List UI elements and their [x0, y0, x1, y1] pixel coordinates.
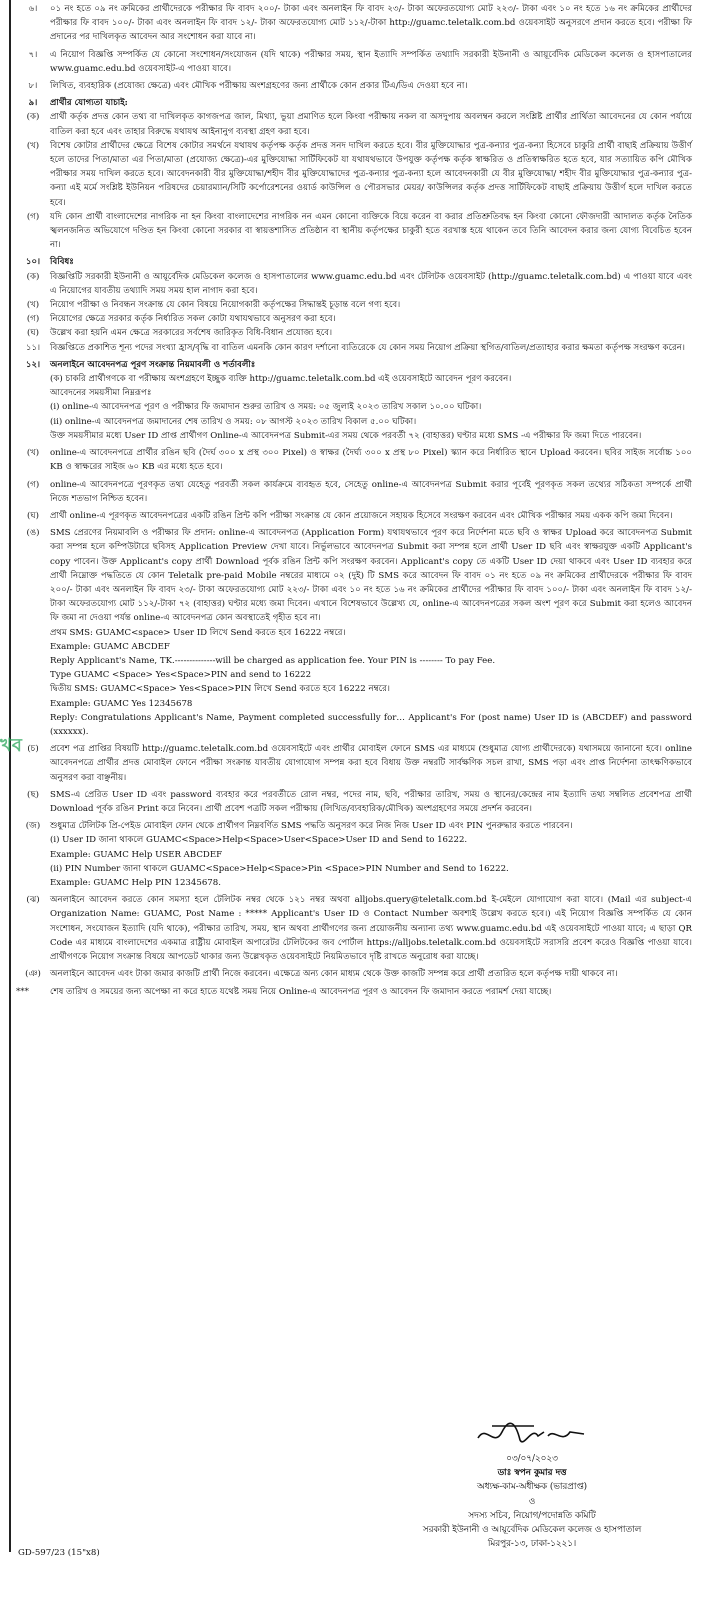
sub-text: প্রবেশ পত্র প্রাপ্তির বিষয়টি http://guamc.teletalk.com.bd ওয়েবসাইটে এবং প্রার্থীর মোবাইল ফোনে SMS এর মাধ্যমে (শুধুমাত্র যোগ্য প্রার্থীদেরকে) যথাসময়ে জানানো হবে। online আবেদনপত্রে প্রার্থীর প্রদত্ত মোবাইল ফোনে পরীক্ষা সংক্রান্ত যাবতীয় যোগাযোগ সম্পন্ন করা হবে বিধায় উক্ত নম্বরটি সার্বক্ষণিক সচল রাখা, SMS পড়া এবং প্রাপ্ত নির্দেশনা তাৎক্ষণিকভাবে অনুসরণ করা বাঞ্ছনীয়।: [50, 744, 692, 783]
sub-label: (চ): [27, 744, 39, 755]
sub-text: অনলাইনে আবেদন এবং টাকা জমার কাজটি প্রার্থী নিজে করবেন। এক্ষেত্রে অন্য কোন মাধ্যম থেকে উক্ত কাজটি সম্পন্ন করে প্রার্থী প্রতারিত হলে কর্তৃপক্ষ দায়ী থাকবে না।: [50, 969, 618, 980]
watermark-logo: খব: [0, 735, 22, 756]
section-text: বিজ্ঞপ্তিতে প্রকাশিত শূন্য পদের সংখ্যা হ্রাস/বৃদ্ধি বা বাতিল এমনকি কোন কারণ দর্শানো ব্যতিরেকে যে কোন সময় নিয়োগ প্রক্রিয়া স্থগিত/বাতিল/প্রত্যাহার করার ক্ষমতা কর্তৃপক্ষ সংরক্ষণ করেন।: [50, 342, 685, 353]
gd-code: GD-597/23 (15"x8): [18, 1548, 100, 1558]
recovery-line: (i) User ID জানা থাকলে GUAMC<Space>Help<Space>User<Space>User ID and Send to 16222.: [50, 835, 468, 846]
sub-text: online-এ আবেদনপত্রে প্রার্থীর রঙিন ছবি (দৈর্ঘ ৩০০ x প্রস্থ ৩০০ Pixel) ও স্বাক্ষর (দৈর্ঘ্য ৩০০ x প্রস্থ ৮০ Pixel) স্ক্যান করে নির্ধারিত স্থানে Upload করবেন। ছবির সাইজ সর্বোচ্চ ১০০ KB ও স্বাক্ষরের সাইজ ৬০ KB এর মধ্যে হতে হবে।: [50, 448, 692, 473]
item-number: ৭।: [28, 49, 38, 60]
item-number: ৬।: [28, 4, 38, 14]
item-7: [16, 48, 692, 76]
section-12-sub: [16, 893, 692, 964]
signature-block: [382, 1418, 682, 1551]
sub-label: (গ): [26, 211, 40, 222]
sms-line: Reply: Congratulations Applicant's Name, Payment completed successfully for… Applicant's For (post name) User ID is (ABCDEF) and password (xxxxxx).: [50, 712, 692, 737]
item-6: [16, 2, 692, 45]
section-11: [16, 341, 692, 355]
signatory-conjunction: ও: [528, 1496, 536, 1507]
section-number: ১১।: [25, 342, 41, 353]
section-10-sub: [16, 270, 692, 298]
recovery-line: Example: GUAMC Help PIN 12345678.: [50, 877, 221, 888]
sub-label: (ঙ): [26, 528, 40, 539]
section-12-sub: [16, 478, 692, 506]
recovery-line: Example: GUAMC Help USER ABCDEF: [50, 849, 223, 860]
sub-label: (ক): [26, 112, 40, 123]
sub-text: বিশেষ কোটার প্রার্থীদের ক্ষেত্রে বিশেষ কোটার সমর্থনে যথাযথ কর্তৃপক্ষ কর্তৃক প্রদত্ত সনদ দাখিল করতে হবে। বীর মুক্তিযোদ্ধার পুত্র-কন্যার পুত্র-কন্যা হিসেবে চাকুরি প্রার্থী বাছাই প্রক্রিয়ায় উত্তীর্ণ হলে তাদের পিতা/মাতা এর পিতা/মাতা (প্রযোজ্য ক্ষেত্রে)-এর মুক্তিযোদ্ধা সার্টিফিকেট যা যথাযথভাবে উপযুক্ত কর্তৃপক্ষ কর্তৃক স্বাক্ষরিত ও প্রতিস্বাক্ষরিত হতে হবে, যার সত্যায়িত কপি মৌখিক পরীক্ষার সময় দাখিল করতে হবে। আবেদনকারী বীর মুক্তিযোদ্ধা/শহীদ বীর মুক্তিযোদ্ধাদের পুত্র-কন্যার পুত্র-কন্যা হলে আবেদনকারী যে বীর মুক্তিযোদ্ধা/ শহীদ বীর মুক্তিযোদ্ধার পুত্র-কন্যার পুত্র-কন্যা এই মর্মে সংশ্লিষ্ট ইউনিয়ন পরিষদের চেয়ারম্যান/সিটি কর্পোরেশনের ওয়ার্ড কাউন্সিল ও পৌরসভার মেয়র/ কাউন্সিলর কর্তৃক প্রদত্ত সার্টিফিকেট বাছাই প্রক্রিয়ায় উত্তীর্ণ হলে দাখিল করতে হবে।: [50, 140, 693, 208]
sms-instructions: [16, 526, 692, 739]
section-12-sub: [16, 509, 692, 523]
sms-text: SMS প্রেরণের নিয়মাবলি ও পরীক্ষার ফি প্রদান: online-এ আবেদনপত্র (Application Form) যথাযথভাবে পূরণ করে নির্দেশনা মতে ছবি ও স্বাক্ষর Upload করে আবেদনপত্র Submit করা সম্পন্ন হলে কম্পিউটারে ছবিসহ Application Preview দেখা যাবে। নির্ভুলভাবে আবেদনপত্র Submit করা সম্পন্ন হলে প্রার্থী User ID ছবি এবং স্বাক্ষরযুক্ত একটি Applicant's copy পাবেন। উক্ত Applicant's copy প্রার্থী Download পূর্বক রঙিন প্রিন্ট কপি সংরক্ষণ করবেন। Applicant's copy তে একটি User ID দেয়া থাকবে এবং User ID ব্যবহার করে প্রার্থী নিম্নোক্ত পদ্ধতিতে যে কোন Teletalk pre-paid Mobile নম্বরের মাধ্যমে ০২ (দুই) টি SMS করে আবেদন ফি বাবদ ০১ নং হতে ০৯ নং ক্রমিকের প্রার্থীদেরকে পরীক্ষার ফি বাবদ ২০০/- টাকা এবং অনলাইন ফি বাবদ ২৩/- টাকা অফেরতযোগ্য মোট ২২৩/- টাকা এবং ১০ নং হতে ১৬ নং ক্রমিকের প্রার্থীদের পরীক্ষার ফি বাবদ ১০০/- টাকা এবং অনলাইন ফি বাবদ ১২/- টাকা অফেরতযোগ্য মোট ১১২/-টাকা ৭২ (বাহাত্তর) ঘণ্টার মধ্যে জমা দিবেন। এখানে বিশেষভাবে উল্লেখ্য যে, online-এ আবেদনপত্রের সকল অংশ পূরণ করে Submit করা হলেও আবেদন ফি জমা না দেওয়া পর্যন্ত online-এ আবেদনপত্র কোন অবস্থাতেই গৃহীত হবে না।: [50, 528, 692, 624]
section-12-sub: [16, 967, 692, 981]
intro-line: (i) online-এ আবেদনপত্র পূরণ ও পরীক্ষার ফি জমাদান শুরুর তারিখ ও সময়: ০৫ জুলাই ২০২৩ তারিখ সকাল ১০.০০ ঘটিকা।: [50, 402, 482, 413]
section-number: ৯।: [28, 98, 38, 109]
recovery-line: (ii) PIN Number জানা থাকলে GUAMC<Space>Help<Space>Pin <Space>PIN Number and Send to 16222.: [50, 863, 509, 874]
item-text: ০১ নং হতে ০৯ নং ক্রমিকের প্রার্থীদেরকে পরীক্ষার ফি বাবদ ২০০/- টাকা এবং অনলাইন ফি বাবদ ২৩/- টাকা অফেরতযোগ্য মোট ২২৩/- টাকা এবং ১০ নং হতে ১৬ নং ক্রমিকের প্রার্থীদের পরীক্ষার ফি বাবদ ১০০/- টাকা এবং অনলাইন ফি বাবদ ১২/- টাকা অফেরতযোগ্য মোট ১১২/-টাকা http://guamc.teletalk.com.bd ওয়েবসাইট অনুসরণে প্রদান করতে হবে। পরীক্ষা ফি প্রদানের পর দাখিলকৃত আবেদন আর সংশোধন করা যাবে না।: [50, 4, 692, 43]
left-margin-rule: [9, 0, 11, 1552]
sub-label: (ঞ): [25, 969, 41, 980]
note-text: শেষ তারিখ ও সময়ের জন্য অপেক্ষা না করে হাতে যথেষ্ট সময় নিয়ে Online-এ আবেদনপত্র পূরণ ও আবেদন ফি জমাদান করতে পরামর্শ দেয়া যাচ্ছে।: [50, 987, 552, 998]
sub-text: প্রার্থী কর্তৃক প্রদত্ত কোন তথ্য বা দাখিলকৃত কাগজপত্র জাল, মিথ্যা, ভুয়া প্রমাণিত হলে কিংবা পরীক্ষায় নকল বা অসদুপায় অবলম্বন করলে সংশ্লিষ্ট প্রার্থীর প্রার্থিতা আবেদনের যে কোন পর্যায়ে বাতিল করা হবে এবং তাহার বিরুদ্ধে যথাযথ আইনানুগ ব্যবস্থা গ্রহণ করা হবে।: [50, 112, 692, 137]
sub-label: (ছ): [27, 789, 39, 800]
sub-label: (খ): [26, 140, 40, 151]
sms-line: Example: GUAMC ABCDEF: [50, 641, 170, 652]
section-9-sub: [16, 110, 692, 138]
sub-label: (জ): [25, 821, 41, 832]
section-12-sub: [16, 742, 692, 785]
notice-content: [16, 2, 692, 1000]
sub-label: (ঘ): [26, 510, 39, 521]
organization-address: মিরপুর-১৩, ঢাকা-১২২১।: [487, 1539, 577, 1550]
sms-line: প্রথম SMS: GUAMC<space> User ID লিখে Send করতে হবে 16222 নম্বরে।: [50, 627, 346, 638]
section-10-heading: [16, 255, 692, 269]
section-title: বিবিধঃ: [50, 257, 74, 268]
recovery-text: শুধুমাত্র টেলিটক প্রি-পেইড মোবাইল ফোন থেকে প্রার্থীগণ নিম্নবর্ণিত SMS পদ্ধতি অনুসরণ করে নিজ নিজ User ID এবং PIN পুনরুদ্ধার করতে পারবেন।: [50, 821, 573, 832]
signatory-title: সদস্য সচিব, নিয়োগ/পদোন্নতি কমিটি: [468, 1510, 596, 1521]
sub-text: নিয়োগ পরীক্ষা ও নিবন্ধন সংক্রান্ত যে কোন বিষয়ে নিয়োগকারী কর্তৃপক্ষের সিদ্ধান্তই চূড়ান্ত বলে গণ্য হবে।: [50, 300, 401, 311]
advice-note: [16, 985, 692, 999]
section-12-sub: [16, 788, 692, 816]
sub-text: উল্লেখ করা হয়নি এমন ক্ষেত্রে সরকারের সর্বশেষ জারিকৃত বিধি-বিধান প্রযোজ্য হবে।: [50, 328, 333, 339]
signature-image: [472, 1418, 592, 1452]
sms-line: Type GUAMC <Space> Yes<Space>PIN and send to 16222: [50, 670, 312, 681]
sub-label: (খ): [26, 448, 40, 459]
sub-text: বিজ্ঞপ্তিটি সরকারী ইউনানী ও আয়ূর্বেদিক মেডিকেল কলেজ ও হাসপাতালের www.guamc.edu.bd এবং টেলিটক ওয়েবসাইট (http://guamc.teletalk.com.bd) এ পাওয়া যাবে এবং এ নিয়োগের যাবতীয় তথ্যাদি সময় সময় হাল নাগাদ করা হবে।: [50, 271, 692, 296]
sub-text: অনলাইনে আবেদন করতে কোন সমস্যা হলে টেলিটক নম্বর থেকে ১২১ নম্বর অথবা alljobs.query@teletalk.com.bd ই-মেইলে যোগাযোগ করা যাবে। (Mail এর subject-এ Organization Name: GUAMC, Post Name : ***** Applicant's User ID ও Contact Number অবশ্যই উল্লেখ করতে হবে।) এই নিয়োগ বিজ্ঞপ্তি সম্পর্কিত যে কোন সংশোধন, সংযোজন ইত্যাদি (যদি থাকে), পরীক্ষার তারিখ, সময়, স্থান অথবা প্রার্থীগণের জন্য প্রয়োজনীয় অন্যান্য তথ্য www.guamc.edu.bd এই ওয়েবসাইটে পাওয়া যাবে; এ ছাড়া QR Code এর মাধ্যমে বাংলাদেশের একমাত্র রাষ্ট্রীয় মোবাইল অপারেটর টেলিটকের জব পোর্টাল https://alljobs.teletalk.com.bd ওয়েবসাইটে সরাসরি প্রবেশ করেও বিজ্ঞপ্তি পাওয়া যাবে। প্রার্থীগণকে নিয়োগ সংক্রান্ত বিষয়ে আপডেট থাকার জন্য উল্লেখকৃত ওয়েবসাইটে নিয়মিতভাবে দৃষ্টি রাখতে অনুরোধ করা যাচ্ছে।: [50, 895, 692, 962]
section-10-sub: [16, 298, 692, 312]
signatory-title: অধ্যক্ষ-কাম-অধীক্ষক (ভারপ্রাপ্ত): [476, 1482, 588, 1493]
intro-line: (ক) চাকরি প্রার্থীগণকে বা পরীক্ষায় অংশগ্রহণে ইচ্ছুক ব্যক্তি http://guamc.teletalk.com.bd এই ওয়েবসাইটে আবেদন পূরণ করবেন।: [50, 374, 512, 385]
section-9-sub: [16, 210, 692, 253]
section-12-heading: [16, 358, 692, 372]
sub-text: প্রার্থী online-এ পূরণকৃত আবেদনপত্রের একটি রঙিন প্রিন্ট কপি পরীক্ষা সংক্রান্ত যে কোন প্রয়োজনে সহায়ক হিসেবে সংরক্ষণ করবেন এবং মৌখিক পরীক্ষার সময় একক কপি জমা দিবেন।: [50, 510, 673, 521]
section-title: প্রার্থীর যোগ্যতা যাচাই:: [50, 98, 128, 109]
sms-body: [50, 526, 692, 739]
intro-line: আবেদনের সময়সীমা নিম্নরূপঃ: [50, 388, 152, 399]
item-text: লিখিত, ব্যবহারিক (প্রযোজ্য ক্ষেত্রে) এবং মৌখিক পরীক্ষায় অংশগ্রহণের জন্য প্রার্থীকে কোন প্রকার টিএ/ডিএ দেওয়া হবে না।: [50, 81, 468, 92]
sub-label: (গ): [26, 314, 40, 325]
section-12-sub: [16, 446, 692, 474]
sub-label: (গ): [26, 479, 40, 490]
sub-text: যদি কোন প্রার্থী বাংলাদেশের নাগরিক না হন কিংবা বাংলাদেশের নাগরিক নন এমন কোনো ব্যক্তিকে বিয়ে করেন বা করার প্রতিশ্রুতিবদ্ধ হন কিংবা কোনো ফৌজদারী আদালত কর্তৃক নৈতিক স্খলনজনিত অভিযোগে দণ্ডিত হন কিংবা কোনো সরকার বা স্বায়ত্তশাসিত প্রতিষ্ঠান বা স্থানীয় কর্তৃপক্ষের চাকুরী হতে বরখাস্ত হয়ে থাকেন তবে তিনি আবেদন করার জন্য যোগ্য বিবেচিত হবেন না।: [50, 211, 692, 251]
section-9-sub: [16, 139, 692, 210]
section-9-heading: [16, 96, 692, 110]
sub-text: নিয়োগের ক্ষেত্রে সরকার কর্তৃক নির্ধারিত সকল কোটা যথাযথভাবে অনুসরণ করা হবে।: [50, 314, 336, 325]
item-text: এ নিয়োগ বিজ্ঞপ্তি সম্পর্কিত যে কোনো সংশোধন/সংযোজন (যদি থাকে) পরীক্ষার সময়, স্থান ইত্যাদি সম্পর্কিত তথ্যাদি সরকারী ইউনানী ও আয়ূর্বেদিক মেডিকেল কলেজ ও হাসপাতালের www.guamc.edu.bd ওয়েবসাইট-এ পাওয়া যাবে।: [50, 49, 692, 74]
sub-label: (ঘ): [26, 328, 39, 339]
item-number: ৮।: [28, 81, 38, 92]
section-number: ১০।: [25, 257, 41, 268]
signature-date: ০৩/০৭/২০২৩: [506, 1454, 558, 1464]
sub-label: (খ): [26, 300, 40, 311]
section-title: অনলাইনে আবেদনপত্র পূরণ সংক্রান্ত নিয়মাবলী ও শর্তাবলীঃ: [50, 359, 256, 370]
item-8: [16, 79, 692, 93]
sub-label: (ক): [26, 271, 40, 282]
sms-line: দ্বিতীয় SMS: GUAMC<Space> Yes<Space>PIN লিখে Send করতে হবে 16222 নম্বরে।: [50, 684, 390, 695]
sub-label: (ঝ): [26, 895, 40, 906]
sms-line: Reply Applicant's Name, TK.--------------will be charged as application fee. Your PIN is -------- To pay Fee.: [50, 655, 496, 666]
section-number: ১২।: [25, 359, 41, 370]
recovery-body: [50, 819, 692, 890]
section-10-sub: [16, 326, 692, 340]
sms-line: Example: GUAMC Yes 12345678: [50, 698, 193, 709]
organization-name: সরকারী ইউনানী ও আয়ূর্বেদিক মেডিকেল কলেজ ও হাসপাতাল: [422, 1525, 642, 1536]
recovery-instructions: [16, 819, 692, 890]
intro-line: (ii) online-এ আবেদনপত্র জমাদানের শেষ তারিখ ও সময়: ০৮ আগস্ট ২০২৩ তারিখ বিকাল ৫.০০ ঘটিকা।: [50, 416, 417, 427]
intro-line: উক্ত সময়সীমার মধ্যে User ID প্রাপ্ত প্রার্থীগণ Online-এ আবেদনপত্র Submit-এর সময় থেকে পরবর্তী ৭২ (বাহাত্তর) ঘণ্টার মধ্যে SMS -এ পরীক্ষার ফি জমা দিতে পারবেন।: [50, 430, 642, 441]
signatory-name: ডাঃ স্বপন কুমার দত্ত: [497, 1468, 567, 1479]
sub-text: online-এ আবেদনপত্রে পূরণকৃত তথ্য যেহেতু পরবর্তী সকল কার্যক্রমে ব্যবহৃত হবে, সেহেতু online-এ আবেদনপত্র Submit করার পূর্বেই পূরণকৃত সকল তথ্যের সঠিকতা সম্পর্কে প্রার্থী নিজে শতভাগ নিশ্চিত হবেন।: [50, 479, 692, 504]
section-10-sub: [16, 312, 692, 326]
note-marker: ***: [16, 987, 29, 998]
section-12-intro: [16, 372, 692, 443]
sub-text: SMS-এ প্রেরিত User ID এবং password ব্যবহার করে পরবর্তীতে রোল নম্বর, পদের নাম, ছবি, পরীক্ষার তারিখ, সময় ও স্থানের/কেন্দ্রের নাম ইত্যাদি তথ্য সম্বলিত প্রবেশপত্র প্রার্থী Download পূর্বক রঙিন Print করে নিবেন। প্রার্থী প্রবেশ পত্রটি সকল পরীক্ষায় (লিখিত/ব্যবহারিক/মৌখিক) অংশগ্রহণের সময়ে প্রদর্শন করবেন।: [50, 789, 692, 814]
